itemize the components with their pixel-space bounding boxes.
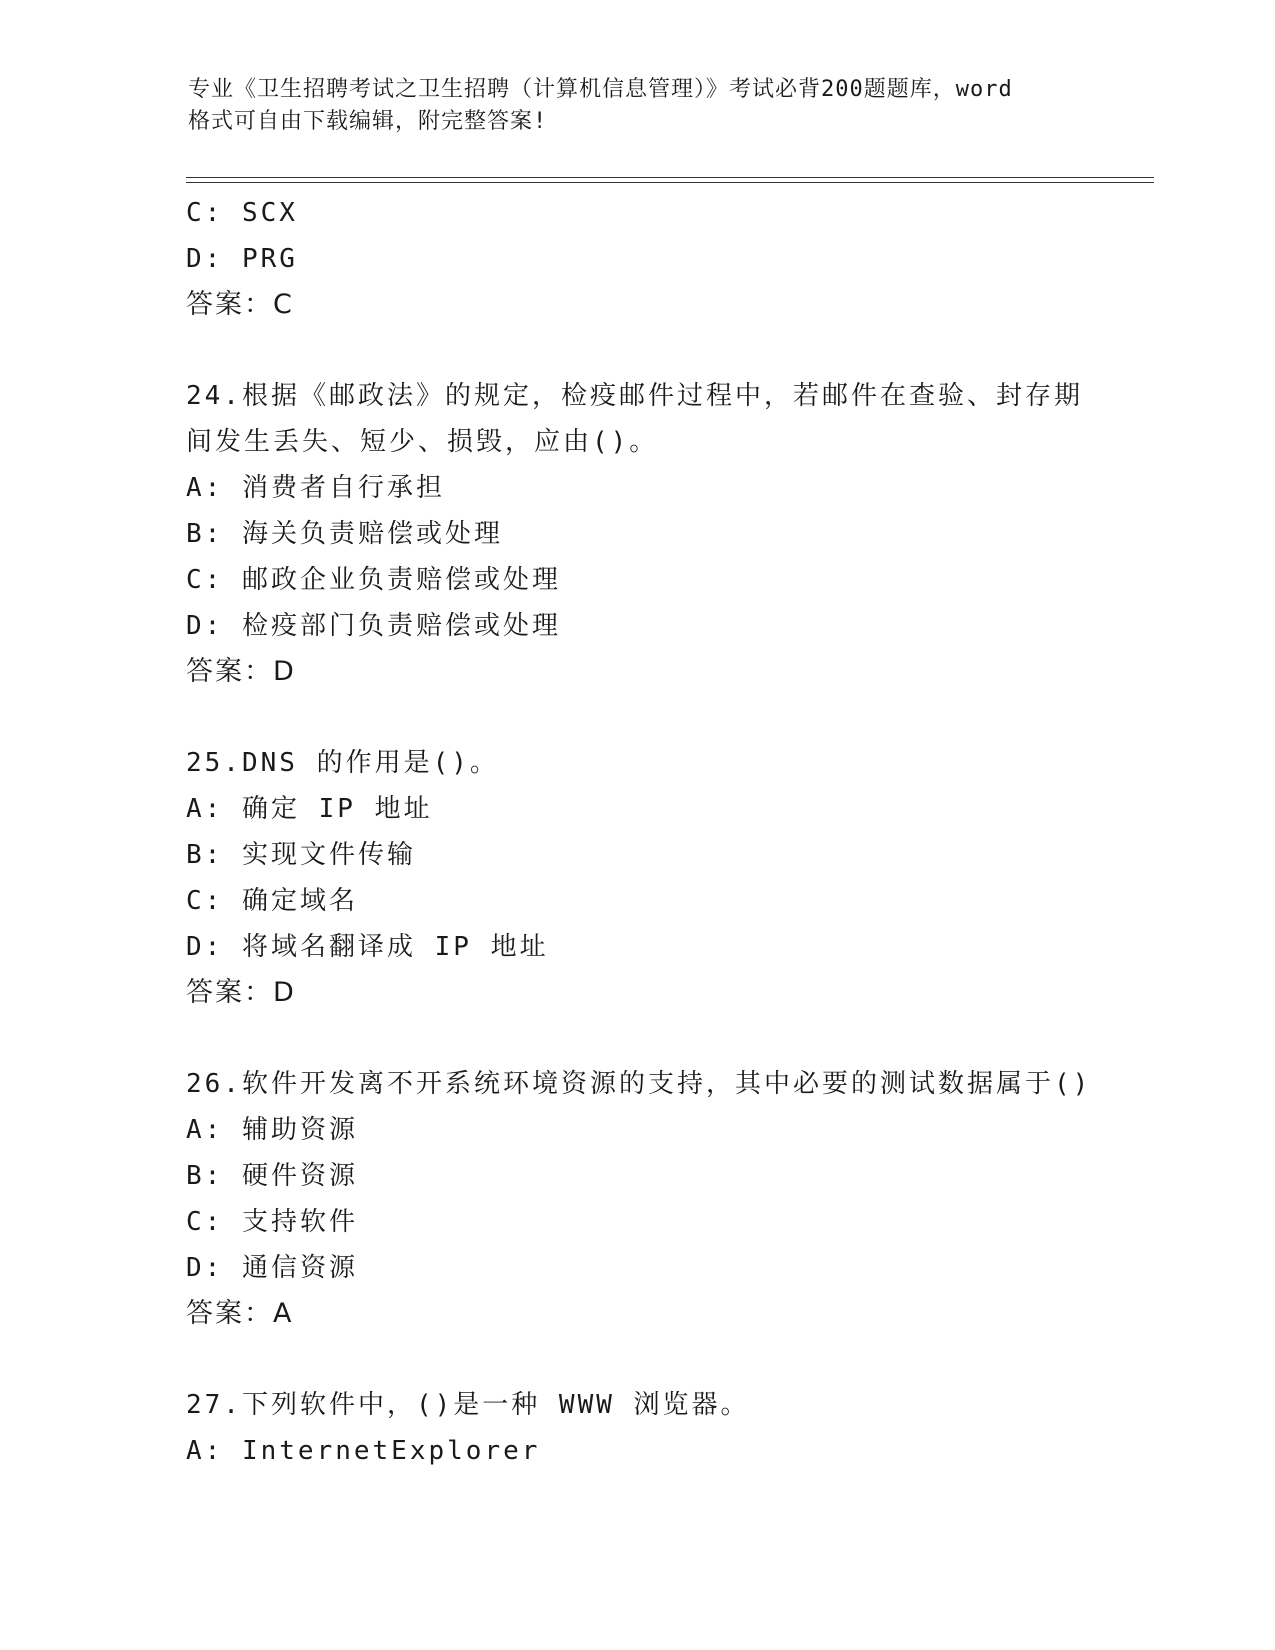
answer-line: 答案：A	[186, 1298, 294, 1329]
question-stem: 间发生丢失、短少、损毁，应由()。	[186, 427, 659, 457]
option-d: D: 将域名翻译成 IP 地址	[186, 932, 549, 962]
option-b: B: 硬件资源	[186, 1161, 358, 1191]
option-b: B: 实现文件传输	[186, 840, 416, 870]
option-c: C: 邮政企业负责赔偿或处理	[186, 565, 561, 595]
question-26	[186, 1061, 1146, 1337]
header-line-2: 格式可自由下载编辑，附完整答案!	[188, 109, 548, 134]
question-25	[186, 740, 1146, 1016]
option-d: D: 检疫部门负责赔偿或处理	[186, 611, 561, 641]
answer-line: 答案：C	[186, 289, 294, 320]
answer-line: 答案：D	[186, 977, 296, 1008]
option-d: D: PRG	[186, 244, 298, 274]
question-27	[186, 1382, 1146, 1474]
question-content	[186, 190, 1146, 1474]
question-24	[186, 373, 1146, 695]
option-b: B: 海关负责赔偿或处理	[186, 519, 503, 549]
option-a: A: 确定 IP 地址	[186, 794, 433, 824]
question-stem: 24.根据《邮政法》的规定，检疫邮件过程中，若邮件在查验、封存期	[186, 381, 1083, 411]
header-divider-top	[186, 177, 1154, 178]
question-stem: 27.下列软件中，()是一种 WWW 浏览器。	[186, 1390, 750, 1420]
option-a: A: InternetExplorer	[186, 1436, 541, 1466]
option-a: A: 消费者自行承担	[186, 473, 445, 503]
question-23-tail	[186, 190, 1146, 328]
option-c: C: SCX	[186, 198, 298, 228]
document-header	[188, 74, 1088, 138]
option-c: C: 确定域名	[186, 886, 358, 916]
question-stem: 25.DNS 的作用是()。	[186, 748, 499, 778]
option-d: D: 通信资源	[186, 1253, 358, 1283]
header-divider-bottom	[186, 182, 1154, 183]
option-c: C: 支持软件	[186, 1207, 358, 1237]
question-stem: 26.软件开发离不开系统环境资源的支持，其中必要的测试数据属于()	[186, 1069, 1092, 1099]
option-a: A: 辅助资源	[186, 1115, 358, 1145]
answer-line: 答案：D	[186, 656, 296, 687]
header-line-1: 专业《卫生招聘考试之卫生招聘（计算机信息管理）》考试必背200题题库，word	[188, 77, 1013, 102]
